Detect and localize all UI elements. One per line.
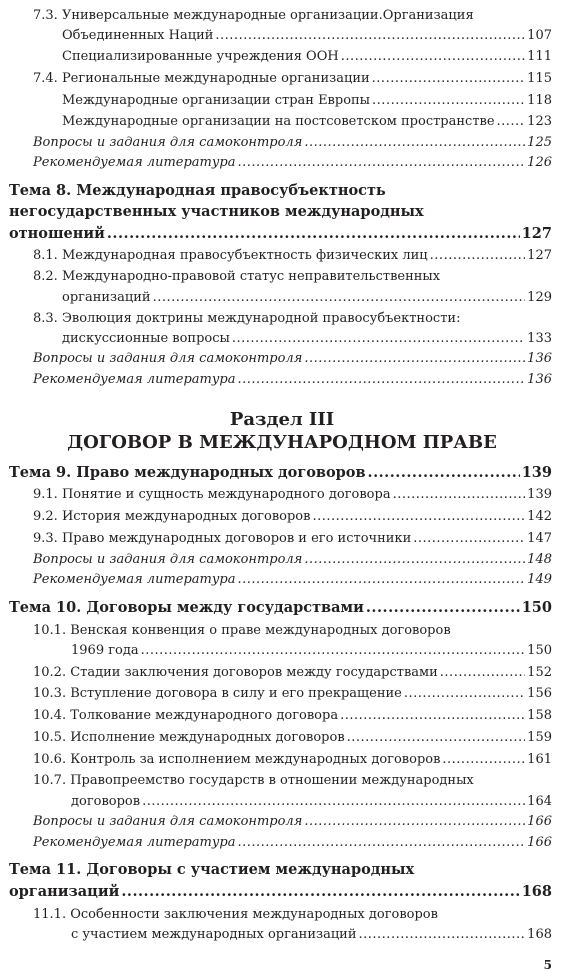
toc-page-number: 136 bbox=[527, 372, 552, 387]
toc-entry-10-7-line1: 10.7. Правопреемство государств в отношении международных bbox=[33, 773, 474, 788]
toc-page-number: 111 bbox=[527, 49, 552, 64]
dot-leader bbox=[404, 685, 525, 702]
toc-entry-label: Международные организации стран Европы bbox=[62, 93, 371, 108]
toc-page-number: 126 bbox=[527, 155, 552, 170]
toc-entry-label: 10.3. Вступление договора в силу и его прекращение bbox=[33, 686, 402, 701]
toc-page-number: 168 bbox=[527, 927, 552, 942]
toc-page-number: 115 bbox=[527, 71, 552, 86]
toc-topic-8-line1: Тема 8. Международная правосубъектность bbox=[9, 182, 386, 199]
dot-leader bbox=[142, 793, 525, 810]
toc-entry-10-2[interactable] bbox=[33, 664, 552, 681]
toc-entry-label: 10.4. Толкование международного договора bbox=[33, 708, 339, 723]
toc-entry-label: Рекомендуемая литература bbox=[33, 372, 236, 387]
toc-page-number: 139 bbox=[527, 487, 552, 502]
toc-entry-label: Рекомендуемая литература bbox=[33, 572, 236, 587]
toc-page-number: 118 bbox=[527, 93, 552, 108]
toc-page-number: 133 bbox=[527, 331, 552, 346]
toc-entry-label: 10.2. Стадии заключения договоров между государствами bbox=[33, 665, 438, 680]
dot-leader bbox=[238, 834, 526, 851]
toc-entry-questions-7[interactable] bbox=[33, 134, 552, 151]
toc-entry-7-3-line1: 7.3. Универсальные международные организации.Организация bbox=[33, 8, 474, 23]
toc-page-number: 158 bbox=[527, 708, 552, 723]
toc-entry-un-agencies[interactable] bbox=[62, 48, 552, 65]
toc-entry-10-6[interactable] bbox=[33, 751, 552, 768]
toc-topic-11-line1: Тема 11. Договоры с участием международных bbox=[9, 861, 415, 878]
toc-entry-label: Рекомендуемая литература bbox=[33, 155, 236, 170]
toc-page-number: 161 bbox=[527, 752, 552, 767]
toc-entry-label: Специализированные учреждения ООН bbox=[62, 49, 339, 64]
toc-entry-10-3[interactable] bbox=[33, 685, 552, 702]
toc-entry-label: 9.1. Понятие и сущность международного договора bbox=[33, 487, 391, 502]
toc-page-number: 123 bbox=[527, 114, 552, 129]
toc-entry-11-1-line1: 11.1. Особенности заключения международных договоров bbox=[33, 907, 438, 922]
dot-leader bbox=[238, 371, 526, 388]
dot-leader bbox=[107, 224, 520, 243]
toc-entry-label: Вопросы и задания для самоконтроля bbox=[33, 135, 303, 150]
dot-leader bbox=[341, 48, 525, 65]
dot-leader bbox=[359, 926, 526, 943]
dot-leader bbox=[497, 113, 526, 130]
dot-leader bbox=[368, 463, 520, 482]
toc-entry-10-1-line1: 10.1. Венская конвенция о праве международных договоров bbox=[33, 623, 451, 638]
dot-leader bbox=[232, 330, 525, 347]
toc-page-number: 166 bbox=[527, 835, 552, 850]
toc-page-number: 164 bbox=[527, 794, 552, 809]
dot-leader bbox=[312, 508, 525, 525]
toc-page-number: 168 bbox=[521, 883, 552, 900]
toc-entry-label: Тема 10. Договоры между государствами bbox=[9, 599, 364, 616]
toc-entry-label: Рекомендуемая литература bbox=[33, 835, 236, 850]
toc-entry-label: отношений bbox=[9, 225, 105, 242]
dot-leader bbox=[141, 642, 526, 659]
toc-entry-10-5[interactable] bbox=[33, 729, 552, 746]
toc-page-number: 107 bbox=[527, 28, 552, 43]
toc-entry-label: 9.3. Право международных договоров и его источники bbox=[33, 531, 412, 546]
dot-leader bbox=[347, 729, 526, 746]
toc-entry-label: договоров bbox=[71, 794, 141, 809]
toc-entry-questions-8[interactable] bbox=[33, 350, 552, 367]
toc-page-number: 139 bbox=[521, 464, 552, 481]
toc-entry-10-4[interactable] bbox=[33, 707, 552, 724]
toc-entry-questions-10[interactable] bbox=[33, 813, 552, 830]
dot-leader bbox=[153, 289, 526, 306]
dot-leader bbox=[372, 70, 526, 87]
toc-entry-8-1[interactable] bbox=[33, 247, 552, 264]
toc-entry-label: Международные организации на постсоветском пространстве bbox=[62, 114, 495, 129]
toc-topic-8[interactable] bbox=[9, 224, 552, 243]
toc-entry-europe-orgs[interactable] bbox=[62, 92, 552, 109]
dot-leader bbox=[440, 664, 525, 681]
toc-entry-literature-8[interactable] bbox=[33, 371, 552, 388]
toc-entry-label: Тема 9. Право международных договоров bbox=[9, 464, 366, 481]
toc-entry-label: организаций bbox=[62, 290, 151, 305]
toc-topic-11[interactable] bbox=[9, 882, 552, 901]
dot-leader bbox=[304, 813, 525, 830]
toc-page-number: 159 bbox=[527, 730, 552, 745]
toc-entry-8-3[interactable] bbox=[62, 330, 552, 347]
toc-entry-label: 9.2. История международных договоров bbox=[33, 509, 311, 524]
toc-entry-questions-9[interactable] bbox=[33, 551, 552, 568]
toc-entry-8-2-line1: 8.2. Международно-правовой статус неправительственных bbox=[33, 269, 441, 284]
toc-page-number: 166 bbox=[527, 814, 552, 829]
toc-page-number: 147 bbox=[527, 531, 552, 546]
page-number: 5 bbox=[543, 958, 552, 972]
toc-page-number: 149 bbox=[527, 572, 552, 587]
toc-entry-label: 8.1. Международная правосубъектность физических лиц bbox=[33, 248, 428, 263]
toc-page-number: 150 bbox=[521, 599, 552, 616]
toc-entry-label: 7.4. Региональные международные организации bbox=[33, 71, 370, 86]
toc-entry-label: дискуссионные вопросы bbox=[62, 331, 230, 346]
toc-entry-9-3[interactable] bbox=[33, 530, 552, 547]
toc-page-number: 150 bbox=[527, 643, 552, 658]
toc-page-number: 129 bbox=[527, 290, 552, 305]
dot-leader bbox=[304, 134, 525, 151]
toc-entry-label: Вопросы и задания для самоконтроля bbox=[33, 351, 303, 366]
dot-leader bbox=[215, 27, 525, 44]
toc-entry-label: Вопросы и задания для самоконтроля bbox=[33, 814, 303, 829]
toc-entry-9-2[interactable] bbox=[33, 508, 552, 525]
toc-entry-label: с участием международных организаций bbox=[71, 927, 357, 942]
dot-leader bbox=[366, 598, 520, 617]
toc-topic-10[interactable] bbox=[9, 598, 552, 617]
dot-leader bbox=[340, 707, 525, 724]
toc-entry-literature-7[interactable] bbox=[33, 154, 552, 171]
toc-topic-8-line2: негосударственных участников международных bbox=[9, 203, 424, 220]
toc-entry-8-2[interactable] bbox=[62, 289, 552, 306]
dot-leader bbox=[430, 247, 526, 264]
toc-entry-11-1[interactable] bbox=[71, 926, 552, 943]
toc-entry-label: 10.5. Исполнение международных договоров bbox=[33, 730, 345, 745]
toc-page-number: 127 bbox=[527, 248, 552, 263]
toc-entry-8-3-line1: 8.3. Эволюция доктрины международной правосубъектности: bbox=[33, 311, 461, 326]
toc-page-number: 125 bbox=[527, 135, 552, 150]
toc-entry-label: 10.6. Контроль за исполнением международных договоров bbox=[33, 752, 441, 767]
toc-page-number: 127 bbox=[521, 225, 552, 242]
toc-entry-label: Объединенных Наций bbox=[62, 28, 214, 43]
toc-entry-literature-10[interactable] bbox=[33, 834, 552, 851]
toc-entry-10-7[interactable] bbox=[71, 793, 552, 810]
section-title: ДОГОВОР В МЕЖДУНАРОДНОМ ПРАВЕ bbox=[67, 432, 497, 453]
toc-entry-label: Вопросы и задания для самоконтроля bbox=[33, 552, 303, 567]
toc-page-number: 148 bbox=[527, 552, 552, 567]
toc-entry-7-4[interactable] bbox=[33, 70, 552, 87]
toc-entry-label: организаций bbox=[9, 883, 120, 900]
dot-leader bbox=[393, 486, 526, 503]
dot-leader bbox=[442, 751, 525, 768]
section-label: Раздел III bbox=[229, 409, 335, 430]
toc-entry-label: 1969 года bbox=[71, 643, 139, 658]
dot-leader bbox=[121, 882, 519, 901]
toc-page-number: 152 bbox=[527, 665, 552, 680]
dot-leader bbox=[304, 551, 525, 568]
dot-leader bbox=[238, 571, 526, 588]
toc-entry-post-soviet-orgs[interactable] bbox=[62, 113, 552, 130]
toc-entry-10-1[interactable] bbox=[71, 642, 552, 659]
toc-page-number: 156 bbox=[527, 686, 552, 701]
toc-topic-9[interactable] bbox=[9, 463, 552, 482]
toc-entry-9-1[interactable] bbox=[33, 486, 552, 503]
toc-page-number: 142 bbox=[527, 509, 552, 524]
toc-entry-7-3[interactable] bbox=[62, 27, 552, 44]
dot-leader bbox=[304, 350, 525, 367]
toc-page-number: 136 bbox=[527, 351, 552, 366]
toc-entry-literature-9[interactable] bbox=[33, 571, 552, 588]
dot-leader bbox=[238, 154, 526, 171]
dot-leader bbox=[413, 530, 525, 547]
dot-leader bbox=[372, 92, 525, 109]
